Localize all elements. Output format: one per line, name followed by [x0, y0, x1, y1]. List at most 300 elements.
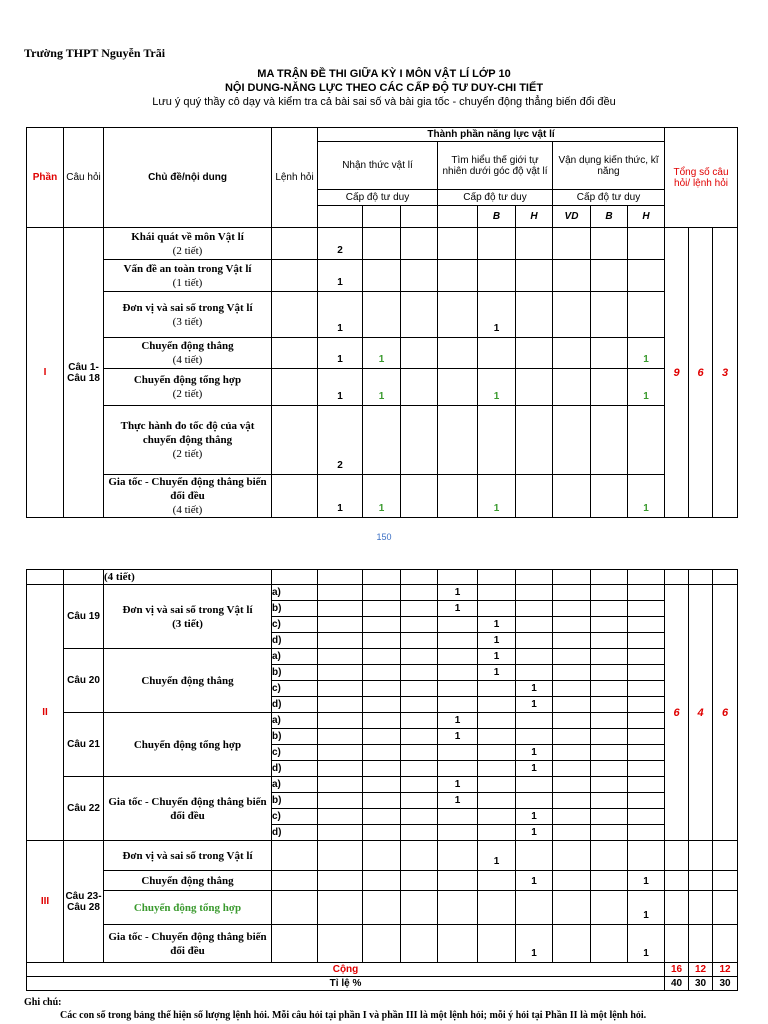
- line-label: c): [272, 809, 318, 825]
- summary-vd: 12: [713, 963, 738, 977]
- cell: [591, 570, 628, 585]
- value-thVD: [516, 260, 553, 292]
- value-thVD: 1: [516, 681, 553, 697]
- value-thB: [438, 649, 478, 665]
- cell: [318, 617, 363, 633]
- cell: [363, 729, 401, 745]
- table-row: [27, 649, 738, 665]
- summary-label: Cộng: [27, 963, 665, 977]
- value-ntB: 2: [318, 228, 363, 260]
- value-thB: [438, 809, 478, 825]
- topic-cell: [104, 260, 272, 292]
- lenh-cell: [272, 841, 318, 871]
- value-ntVD: [401, 475, 438, 518]
- line-label: c): [272, 617, 318, 633]
- line-label: a): [272, 649, 318, 665]
- value-vdH: [591, 260, 628, 292]
- cell: [665, 570, 689, 585]
- value-vdVD: 1: [628, 369, 665, 406]
- value-thVD: [516, 338, 553, 369]
- value-thB: [438, 825, 478, 841]
- footer-ghichu: Ghi chú:: [24, 997, 62, 1008]
- cell: [401, 777, 438, 793]
- value-vdH: [591, 292, 628, 338]
- cell: [591, 681, 628, 697]
- topic-cell: [104, 228, 272, 260]
- cell: [401, 649, 438, 665]
- value-thH: [478, 925, 516, 963]
- cell: [401, 713, 438, 729]
- value-thVD: 1: [516, 745, 553, 761]
- value-vdH: [591, 228, 628, 260]
- cell: [591, 617, 628, 633]
- cell: [591, 697, 628, 713]
- cell: [363, 777, 401, 793]
- cell: [628, 809, 665, 825]
- lenh-cell: [272, 475, 318, 518]
- cell: [363, 617, 401, 633]
- value-vdVD: 1: [628, 925, 665, 963]
- cell: [713, 871, 738, 891]
- table-row: [27, 570, 738, 585]
- cell: [318, 601, 363, 617]
- topic-cell: [104, 292, 272, 338]
- value-vdH: [591, 369, 628, 406]
- value-ntH: [363, 228, 401, 260]
- value-thVD: [516, 585, 553, 601]
- value-thVD: [516, 713, 553, 729]
- line-label: c): [272, 681, 318, 697]
- cell: [401, 601, 438, 617]
- value-thB: 1: [438, 713, 478, 729]
- value-thH: [478, 585, 516, 601]
- cell: [318, 713, 363, 729]
- cell: [553, 825, 591, 841]
- capdo-th: Cấp độ tư duy: [438, 190, 553, 206]
- school-name: Trường THPT Nguyễn Trãi: [24, 46, 166, 60]
- line-label: d): [272, 697, 318, 713]
- value-ntH: [363, 406, 401, 475]
- cell: [553, 617, 591, 633]
- cell: [401, 585, 438, 601]
- value-thVD: [516, 633, 553, 649]
- value-thH: [478, 260, 516, 292]
- line-label: d): [272, 633, 318, 649]
- topic-hours: (2 tiết): [172, 448, 203, 460]
- cell: [363, 697, 401, 713]
- table-row: [27, 406, 738, 475]
- cell: [591, 777, 628, 793]
- value-thH: 1: [478, 841, 516, 871]
- topic-title: Chuyển động thẳng: [141, 674, 234, 687]
- value-thH: [478, 825, 516, 841]
- cell: [553, 793, 591, 809]
- lvl-b: B: [478, 206, 516, 228]
- value-vdH: [591, 406, 628, 475]
- value-ntH: [363, 925, 401, 963]
- value-thH: [478, 681, 516, 697]
- cell: [689, 871, 713, 891]
- part-label: I: [27, 228, 64, 518]
- value-thH: [478, 793, 516, 809]
- value-thB: [438, 617, 478, 633]
- value-thVD: [516, 228, 553, 260]
- capdo-nt: Cấp độ tư duy: [318, 190, 438, 206]
- cell: [628, 585, 665, 601]
- cell: [665, 841, 689, 871]
- lvl-b: B: [591, 206, 628, 228]
- topic-cell: Chuyển động tổng hợp: [104, 891, 272, 925]
- col-th: Tìm hiểu thế giới tự nhiên dưới góc độ vật lí: [438, 142, 553, 190]
- value-ntB: 1: [318, 475, 363, 518]
- topic-cell: Đơn vị và sai số trong Vật lí: [104, 841, 272, 871]
- value-ntH: [363, 841, 401, 871]
- value-thVD: [516, 841, 553, 871]
- part-cau: Câu 20: [64, 649, 104, 713]
- topic-cell: [104, 649, 272, 713]
- value-thH: [478, 338, 516, 369]
- cell: [553, 809, 591, 825]
- topic-hours: (2 tiết): [172, 388, 203, 400]
- value-thH: [478, 697, 516, 713]
- cell: [628, 745, 665, 761]
- topic-hours: (3 tiết): [172, 617, 203, 630]
- value-ntB: 1: [318, 338, 363, 369]
- value-ntVD: [401, 406, 438, 475]
- value-thH: 1: [478, 665, 516, 681]
- col-lenh: Lệnh hỏi: [272, 128, 318, 228]
- part-cau: Câu 19: [64, 585, 104, 649]
- lenh-cell: [272, 871, 318, 891]
- topic-cell: [104, 585, 272, 649]
- value-vdVD: 1: [628, 475, 665, 518]
- lenh-cell: [272, 292, 318, 338]
- topic-cell: [104, 475, 272, 518]
- cell: [553, 649, 591, 665]
- total-vd: 3: [713, 228, 738, 518]
- table-row: [27, 475, 738, 518]
- topic-title: Đơn vị và sai số trong Vật lí: [122, 301, 253, 314]
- value-ntB: 1: [318, 292, 363, 338]
- value-vdVD: [628, 841, 665, 871]
- cell: [591, 825, 628, 841]
- value-vdB: [553, 406, 591, 475]
- col-cau: Câu hỏi: [64, 128, 104, 228]
- cell: [27, 570, 64, 585]
- cell: [318, 761, 363, 777]
- cell: [628, 729, 665, 745]
- topic-hours: (4 tiết): [172, 354, 203, 366]
- table-row: [27, 338, 738, 369]
- cell: [318, 793, 363, 809]
- cell: [363, 745, 401, 761]
- line-label: c): [272, 745, 318, 761]
- part-label: III: [27, 841, 64, 963]
- value-ntVD: [401, 292, 438, 338]
- value-vdH: [591, 871, 628, 891]
- topic-title: Đơn vị và sai số trong Vật lí: [122, 603, 253, 616]
- cell: [64, 570, 104, 585]
- cell: [318, 649, 363, 665]
- cell: [591, 649, 628, 665]
- cell: [628, 697, 665, 713]
- value-vdH: [591, 925, 628, 963]
- topic-title: Chuyển động tổng hợp: [133, 738, 242, 751]
- value-thB: [438, 841, 478, 871]
- cell: [553, 761, 591, 777]
- cell: [665, 891, 689, 925]
- value-vdB: [553, 871, 591, 891]
- cell: [628, 570, 665, 585]
- value-ntB: 1: [318, 369, 363, 406]
- cell: [318, 825, 363, 841]
- cell: [478, 570, 516, 585]
- cell: [628, 665, 665, 681]
- cell: [401, 697, 438, 713]
- line-label: a): [272, 713, 318, 729]
- cell: [553, 745, 591, 761]
- value-thB: [438, 745, 478, 761]
- topic-cell: [104, 369, 272, 406]
- topic-title: Vấn đề an toàn trong Vật lí: [123, 262, 252, 275]
- table-row: [27, 777, 738, 793]
- capdo-vd: Cấp độ tư duy: [553, 190, 665, 206]
- value-thVD: [516, 369, 553, 406]
- topic-cell: Gia tốc - Chuyển động thẳng biến đổi đều: [104, 925, 272, 963]
- topic-title: Gia tốc - Chuyển động thẳng biến đổi đều: [108, 795, 267, 822]
- value-vdB: [553, 338, 591, 369]
- line-label: b): [272, 665, 318, 681]
- value-ntVD: [401, 338, 438, 369]
- value-thB: [438, 871, 478, 891]
- cell: [628, 793, 665, 809]
- cell: [689, 891, 713, 925]
- value-vdVD: [628, 406, 665, 475]
- value-thB: [438, 681, 478, 697]
- lenh-cell: [272, 406, 318, 475]
- table-row: [27, 841, 738, 871]
- value-ntVD: [401, 369, 438, 406]
- value-thB: [438, 697, 478, 713]
- summary-h: 12: [689, 963, 713, 977]
- value-vdVD: 1: [628, 891, 665, 925]
- value-thVD: [516, 665, 553, 681]
- value-thVD: [516, 292, 553, 338]
- cell: [318, 585, 363, 601]
- value-ntB: [318, 925, 363, 963]
- topic-cell: Chuyển động thẳng: [104, 871, 272, 891]
- value-thVD: 1: [516, 871, 553, 891]
- total-b: 9: [665, 228, 689, 518]
- cell: [553, 681, 591, 697]
- topic-hours: (1 tiết): [172, 276, 203, 289]
- value-thVD: [516, 617, 553, 633]
- summary-vd: 30: [713, 977, 738, 991]
- value-ntB: [318, 891, 363, 925]
- value-vdB: [553, 228, 591, 260]
- value-thH: 1: [478, 292, 516, 338]
- value-thB: 1: [438, 585, 478, 601]
- col-total: Tổng số câu hỏi/ lệnh hỏi: [665, 128, 738, 228]
- page-note: Lưu ý quý thầy cô dạy và kiểm tra cả bài sai số và bài gia tốc - chuyển động thẳng biến đổi đều: [152, 96, 616, 108]
- value-thH: [478, 601, 516, 617]
- line-label: a): [272, 585, 318, 601]
- table-row: [27, 925, 738, 963]
- cell: [591, 713, 628, 729]
- summary-h: 30: [689, 977, 713, 991]
- cell: [665, 871, 689, 891]
- topic-hours: (4 tiết): [172, 504, 203, 516]
- value-vdH: [591, 475, 628, 518]
- line-label: b): [272, 729, 318, 745]
- matrix-table-part2: [26, 569, 738, 991]
- cell: [363, 761, 401, 777]
- table-row: [27, 585, 738, 601]
- cell: [401, 617, 438, 633]
- cell: [363, 681, 401, 697]
- cell: [628, 777, 665, 793]
- cell: [553, 633, 591, 649]
- cell: [401, 633, 438, 649]
- part-cau: Câu 22: [64, 777, 104, 841]
- cell: [591, 585, 628, 601]
- lenh-cell: [272, 891, 318, 925]
- cell: [272, 570, 318, 585]
- value-thH: [478, 406, 516, 475]
- value-thB: 1: [438, 777, 478, 793]
- value-thB: [438, 761, 478, 777]
- value-thB: [438, 891, 478, 925]
- cell: [401, 745, 438, 761]
- topic-title: Chuyển động thẳng: [141, 340, 234, 352]
- value-thH: [478, 713, 516, 729]
- cell: [553, 729, 591, 745]
- value-thH: [478, 891, 516, 925]
- part-cau: Câu 23- Câu 28: [64, 841, 104, 963]
- topic-title: Thực hành đo tốc độ của vật chuyển động thẳng: [120, 420, 255, 446]
- cell: [591, 745, 628, 761]
- cell: [591, 633, 628, 649]
- part-cau: Câu 1-Câu 18: [64, 228, 104, 518]
- cell: [553, 665, 591, 681]
- value-thVD: [516, 891, 553, 925]
- cell: [591, 665, 628, 681]
- value-ntB: 2: [318, 406, 363, 475]
- cell: [363, 649, 401, 665]
- value-ntH: 1: [363, 369, 401, 406]
- topic-title: Chuyển động tổng hợp: [133, 374, 242, 386]
- lenh-cell: [272, 338, 318, 369]
- cell: [689, 570, 713, 585]
- cell: [363, 793, 401, 809]
- value-ntH: 1: [363, 338, 401, 369]
- cell: [318, 809, 363, 825]
- value-thH: 1: [478, 633, 516, 649]
- lenh-cell: [272, 369, 318, 406]
- value-thH: 1: [478, 617, 516, 633]
- topic-title: Khái quát về môn Vật lí: [131, 230, 244, 243]
- part-label: II: [27, 585, 64, 841]
- value-thB: [438, 292, 478, 338]
- value-ntB: [318, 841, 363, 871]
- value-ntH: [363, 891, 401, 925]
- value-thH: [478, 745, 516, 761]
- cell: [401, 681, 438, 697]
- col-nt: Nhận thức vật lí: [318, 142, 438, 190]
- cell: [401, 665, 438, 681]
- value-thH: [478, 871, 516, 891]
- value-ntH: [363, 292, 401, 338]
- cell: [401, 729, 438, 745]
- cell: [318, 777, 363, 793]
- value-thVD: [516, 601, 553, 617]
- value-vdB: [553, 292, 591, 338]
- cell: [591, 729, 628, 745]
- cell: [318, 745, 363, 761]
- value-ntH: [363, 871, 401, 891]
- summary-b: 40: [665, 977, 689, 991]
- part-cau: Câu 21: [64, 713, 104, 777]
- topic-hours: (3 tiết): [172, 315, 203, 328]
- cell: [318, 633, 363, 649]
- value-thVD: 1: [516, 925, 553, 963]
- cell: [553, 585, 591, 601]
- line-label: b): [272, 793, 318, 809]
- value-vdH: [591, 841, 628, 871]
- value-thH: [478, 777, 516, 793]
- value-thVD: [516, 475, 553, 518]
- cell: [401, 570, 438, 585]
- summary-row: [27, 963, 738, 977]
- cell: [363, 665, 401, 681]
- line-label: d): [272, 825, 318, 841]
- cell: [318, 681, 363, 697]
- value-thB: [438, 369, 478, 406]
- value-ntH: [363, 260, 401, 292]
- cell: [628, 761, 665, 777]
- lenh-cell: [272, 260, 318, 292]
- value-vdB: [553, 260, 591, 292]
- col-phan: Phần: [27, 128, 64, 228]
- value-thB: [438, 228, 478, 260]
- table-row: [27, 369, 738, 406]
- cell: [628, 649, 665, 665]
- total-h: 4: [689, 585, 713, 841]
- line-label: b): [272, 601, 318, 617]
- value-vdVD: [628, 292, 665, 338]
- col-group: Thành phần năng lực vật lí: [318, 128, 665, 142]
- cell: [363, 809, 401, 825]
- value-thB: [438, 338, 478, 369]
- value-vdB: [553, 369, 591, 406]
- summary-label: Tỉ lệ %: [27, 977, 665, 991]
- cell: [553, 601, 591, 617]
- cell: [665, 925, 689, 963]
- lvl-vd: VD: [553, 206, 591, 228]
- table-row: [27, 891, 738, 925]
- cell: [591, 761, 628, 777]
- table-row: [27, 228, 738, 260]
- value-ntVD: [401, 260, 438, 292]
- cell: [363, 585, 401, 601]
- cell: [591, 601, 628, 617]
- value-thH: [478, 761, 516, 777]
- value-thVD: 1: [516, 697, 553, 713]
- value-ntH: 1: [363, 475, 401, 518]
- value-thVD: [516, 729, 553, 745]
- value-thVD: [516, 777, 553, 793]
- table-row: [27, 713, 738, 729]
